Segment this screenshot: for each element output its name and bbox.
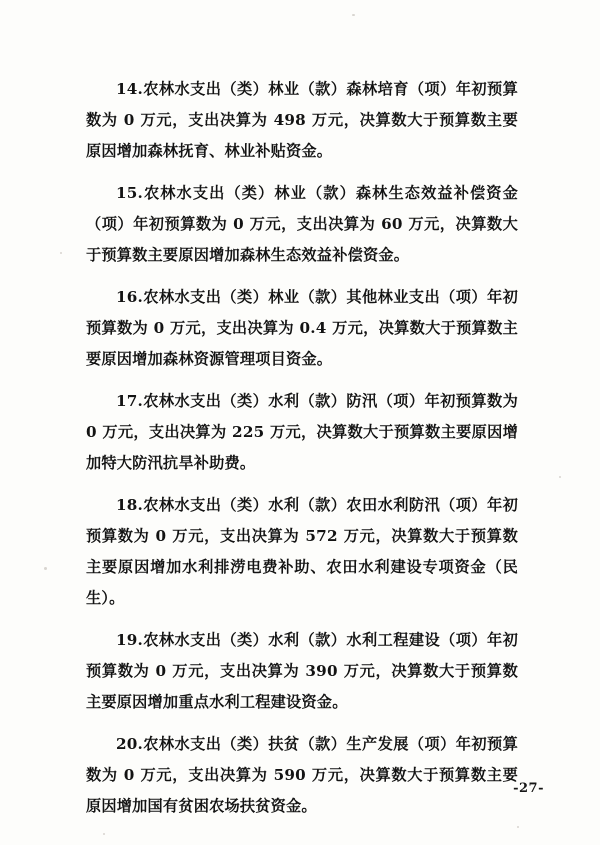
scan-speck	[352, 14, 355, 16]
paragraph-16: 16.农林水支出（类）林业（款）其他林业支出（项）年初预算数为 0 万元，支出决算为 0.4 万元，决算数大于预算数主要原因增加森林资源管理项目资金。	[86, 288, 518, 368]
scan-speck	[60, 252, 62, 254]
scan-speck	[103, 833, 105, 835]
paragraph-20: 20.农林水支出（类）扶贫（款）生产发展（项）年初预算数为 0 万元，支出决算为 590 万元，决算数大于预算数主要原因增加国有贫困农场扶贫资金。	[86, 735, 518, 815]
scan-speck	[44, 567, 47, 570]
paragraph-19: 19.农林水支出（类）水利（款）水利工程建设（项）年初预算数为 0 万元，支出决算为 390 万元，决算数大于预算数主要原因增加重点水利工程建设资金。	[86, 631, 518, 711]
paragraph-15: 15.农林水支出（类）林业（款）森林生态效益补偿资金（项）年初预算数为 0 万元，支出决算为 60 万元，决算数大于预算数主要原因增加森林生态效益补偿资金。	[86, 184, 518, 264]
paragraph-17: 17.农林水支出（类）水利（款）防汛（项）年初预算数为 0 万元，支出决算为 225 万元，决算数大于预算数主要原因增加特大防汛抗旱补助费。	[86, 392, 518, 472]
document-body	[86, 74, 518, 833]
paragraph-18: 18.农林水支出（类）水利（款）农田水利防汛（项）年初预算数为 0 万元，支出决算为 572 万元，决算数大于预算数主要原因增加水利排涝电费补助、农田水利建设专项资金（民生）。	[86, 496, 518, 607]
scan-speck	[559, 476, 561, 478]
page-number: -27-	[513, 781, 544, 796]
paragraph-14: 14.农林水支出（类）林业（款）森林培育（项）年初预算数为 0 万元，支出决算为 498 万元，决算数大于预算数主要原因增加森林抚育、林业补贴资金。	[86, 80, 518, 160]
